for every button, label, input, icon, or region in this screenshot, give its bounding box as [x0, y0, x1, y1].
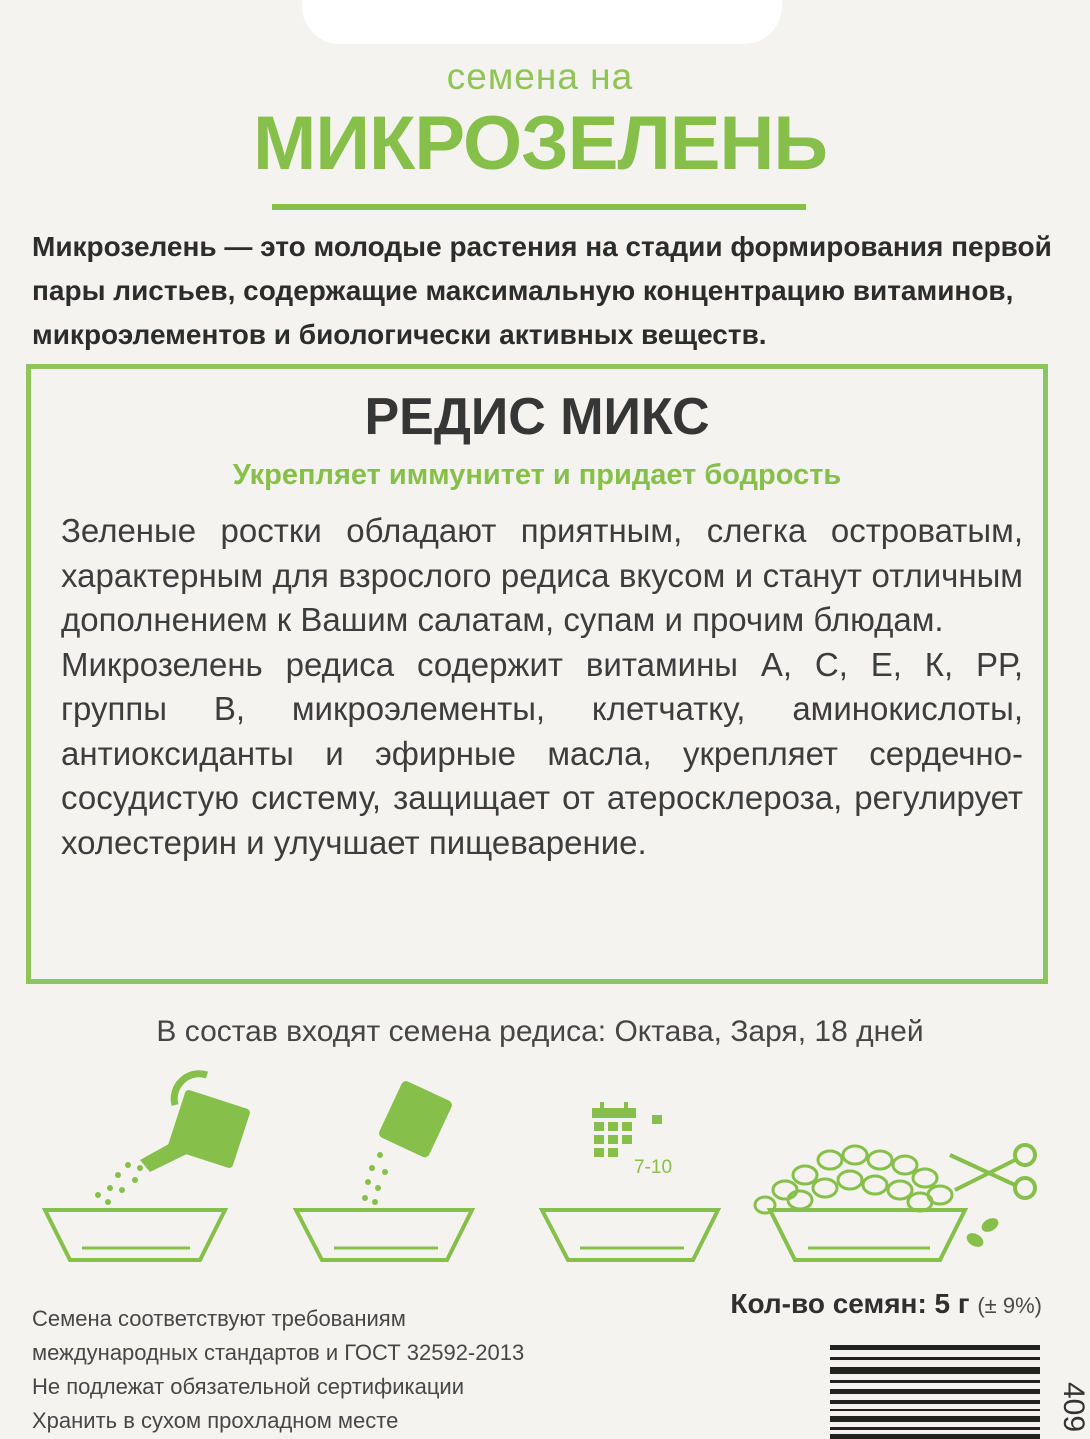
- sprout-leaf-icon: [964, 1215, 1001, 1249]
- tray-icon-1: [45, 1210, 225, 1260]
- legal-line-3: Не подлежат обязательной сертификации: [32, 1374, 465, 1399]
- description-paragraph-2: Микрозелень редиса содержит витамины А, С, Е, К, РР, группы В, микроэлементы, клетчатку, аминокислоты, антиоксиданты и эфирные масла, укрепляет сердечно-сосудистую систему, защищает от атеросклероза, регулирует холестерин и улучшает пищеварение.: [61, 645, 1023, 861]
- barcode: [830, 1345, 1040, 1439]
- weight-label: Кол-во семян: 5 г: [730, 1288, 970, 1319]
- seed-packet-icon: [362, 1079, 453, 1205]
- title-underline: [272, 204, 806, 210]
- legal-line-2: международных стандартов и ГОСТ 32592-2013: [32, 1340, 525, 1365]
- composition-text: В состав входят семена редиса: Октава, Заря, 18 дней: [156, 1015, 924, 1048]
- seed-weight: [730, 1288, 1042, 1320]
- scissors-icon: [950, 1145, 1035, 1198]
- watering-can-icon: [95, 1074, 251, 1205]
- legal-line-1: Семена соответствуют требованиям: [32, 1306, 406, 1331]
- growing-steps: [0, 1060, 1080, 1275]
- sprouts-icon: [755, 1146, 952, 1213]
- tray-icon-3: [542, 1210, 718, 1260]
- legal-info: [32, 1302, 592, 1438]
- legal-line-4: Хранить в сухом прохладном месте: [32, 1408, 399, 1433]
- product-description: [61, 509, 1023, 865]
- header-title: МИКРОЗЕЛЕНЬ: [253, 101, 827, 186]
- tray-icon-2: [296, 1210, 472, 1260]
- product-name: РЕДИС МИКС: [364, 388, 710, 446]
- product-tagline: Укрепляет иммунитет и придает бодрость: [232, 459, 842, 491]
- intro-text: Микрозелень — это молодые растения на стадии формирования первой пары листьев, содержащие максимальную концентрацию витаминов, микроэлементов и биологически активных веществ.: [32, 231, 1052, 350]
- barcode-digits: 409: [1057, 1381, 1090, 1433]
- hang-hole: [302, 0, 782, 44]
- description-paragraph-1: Зеленые ростки обладают приятным, слегка островатым, характерным для взрослого редиса вкусом и станут отличным дополнением к Вашим салатам, супам и прочим блюдам.: [61, 512, 1023, 638]
- weight-tolerance: (± 9%): [977, 1293, 1042, 1318]
- calendar-icon: [592, 1102, 672, 1178]
- header-subtitle: семена на: [446, 56, 634, 97]
- product-box: [26, 364, 1048, 984]
- tray-icon-4: [770, 1210, 965, 1260]
- days-label: 7-10: [634, 1157, 673, 1178]
